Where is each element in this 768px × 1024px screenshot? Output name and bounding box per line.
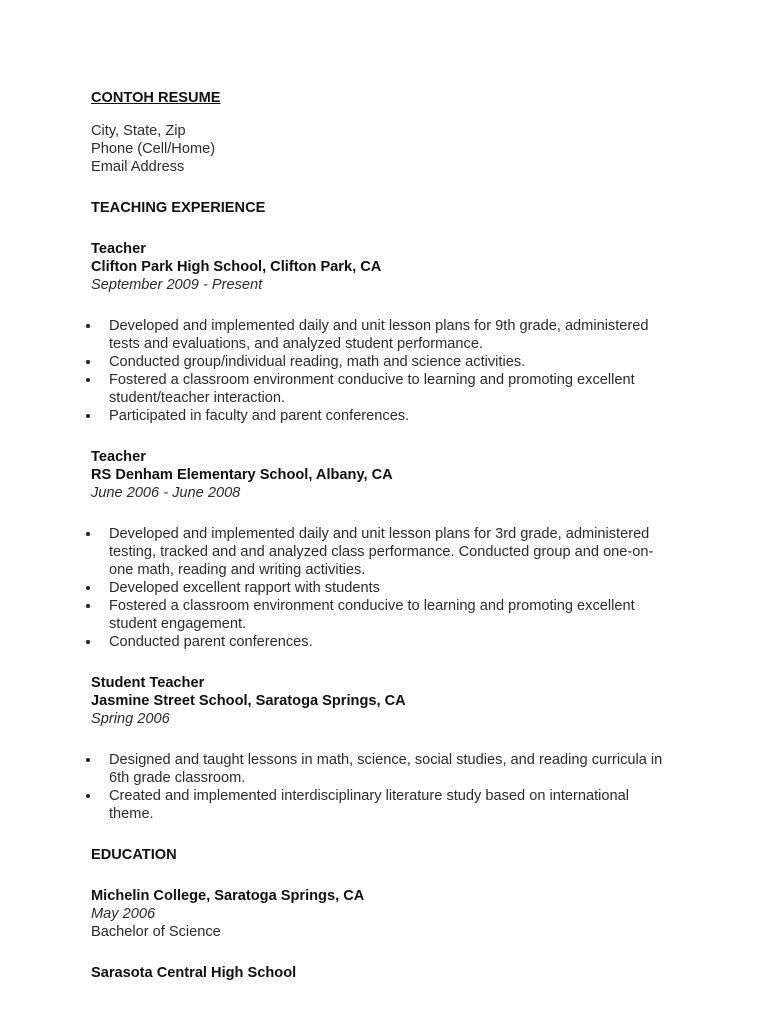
duty-item: Developed excellent rapport with students	[91, 579, 669, 597]
duty-item: Conducted group/individual reading, math and science activities.	[91, 353, 669, 371]
job-organization: Jasmine Street School, Saratoga Springs, CA	[91, 693, 406, 709]
education-degree: Bachelor of Science	[91, 924, 221, 940]
job-organization: Clifton Park High School, Clifton Park, CA	[91, 259, 382, 275]
education-entry	[91, 964, 768, 982]
duty-item: Fostered a classroom environment conducive to learning and promoting excellent student engagement.	[91, 597, 669, 633]
duty-item: Conducted parent conferences.	[91, 633, 669, 651]
job-entry	[91, 674, 768, 823]
duty-item: Developed and implemented daily and unit lesson plans for 9th grade, administered tests and evaluations, and analyzed student performance.	[91, 317, 669, 353]
job-dates: September 2009 - Present	[91, 277, 263, 293]
job-duties-list	[91, 751, 768, 823]
duty-item: Participated in faculty and parent conferences.	[91, 407, 669, 425]
job-title: Student Teacher	[91, 675, 205, 691]
contact-email: Email Address	[91, 159, 185, 175]
job-dates: Spring 2006	[91, 711, 170, 727]
document-title: CONTOH RESUME	[91, 90, 221, 106]
education-school: Sarasota Central High School	[91, 965, 297, 981]
job-duties-list	[91, 525, 768, 651]
job-entry	[91, 448, 768, 651]
job-organization: RS Denham Elementary School, Albany, CA	[91, 467, 393, 483]
education-school: Michelin College, Saratoga Springs, CA	[91, 888, 365, 904]
contact-phone: Phone (Cell/Home)	[91, 141, 216, 157]
experience-heading: TEACHING EXPERIENCE	[91, 200, 266, 216]
duty-item: Designed and taught lessons in math, science, social studies, and reading curricula in 6th grade classroom.	[91, 751, 669, 787]
education-heading: EDUCATION	[91, 847, 177, 863]
contact-city-state-zip: City, State, Zip	[91, 123, 186, 139]
education-date: May 2006	[91, 906, 156, 922]
duty-item: Developed and implemented daily and unit lesson plans for 3rd grade, administered testing, tracked and and analyzed class performance. Conducted group and one-on-one math, reading and writing activities.	[91, 525, 669, 579]
duty-item: Fostered a classroom environment conducive to learning and promoting excellent student/teacher interaction.	[91, 371, 669, 407]
job-entry	[91, 240, 768, 425]
duty-item: Created and implemented interdisciplinary literature study based on international theme.	[91, 787, 669, 823]
job-duties-list	[91, 317, 768, 425]
contact-block	[91, 122, 768, 176]
job-dates: June 2006 - June 2008	[91, 485, 241, 501]
education-entry	[91, 887, 768, 941]
job-title: Teacher	[91, 449, 146, 465]
job-title: Teacher	[91, 241, 146, 257]
